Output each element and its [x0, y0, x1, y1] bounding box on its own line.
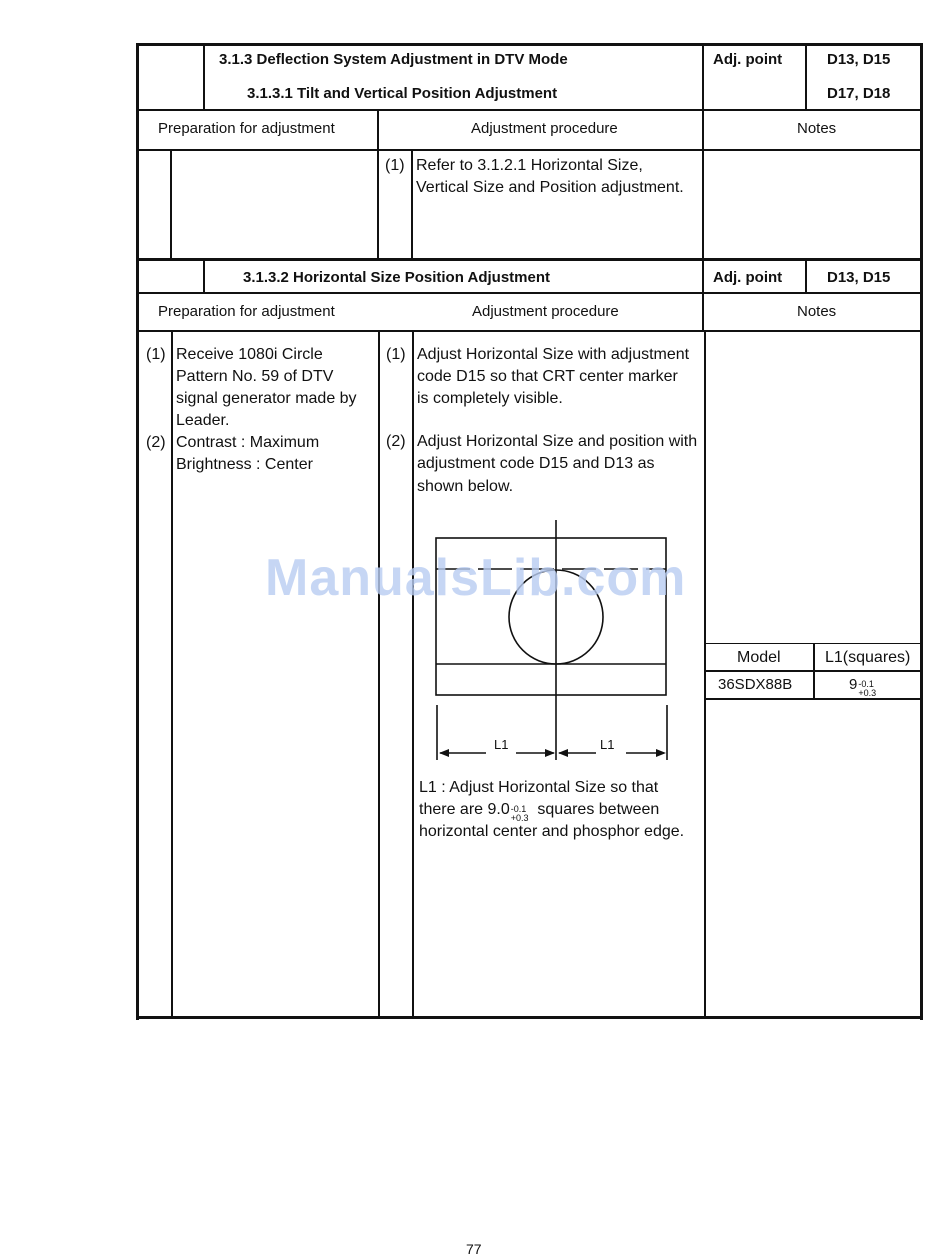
- frame-right: [920, 43, 923, 1020]
- adj-codes: D17, D18: [827, 85, 891, 102]
- arrow-head: [439, 749, 449, 757]
- dimension-label-left: L1: [494, 737, 509, 752]
- adj-codes: D13, D15: [827, 51, 891, 68]
- tolerance-bottom: +0.3: [510, 813, 529, 823]
- subsection-title: 3.1.3.1 Tilt and Vertical Position Adjustment: [247, 85, 558, 102]
- divider: [411, 150, 413, 260]
- section-title: 3.1.3 Deflection System Adjustment in DTV Mode: [219, 51, 568, 68]
- divider: [170, 150, 172, 260]
- step-number: (1): [385, 157, 405, 174]
- divider: [702, 260, 704, 293]
- divider: [377, 150, 379, 260]
- divider: [805, 260, 807, 293]
- step-text: is completely visible.: [417, 390, 563, 407]
- table-cell-l1: [849, 674, 876, 698]
- divider: [702, 150, 704, 260]
- divider: [136, 330, 923, 332]
- caption-text: L1 : Adjust Horizontal Size so that: [419, 779, 659, 796]
- tolerance-top: -0.1: [510, 804, 527, 814]
- caption-text: horizontal center and phosphor edge.: [419, 823, 685, 840]
- table-header-l1: L1(squares): [825, 649, 911, 666]
- tolerance-bottom: +0.3: [858, 688, 877, 698]
- divider: [805, 45, 807, 110]
- tolerance-top: -0.1: [858, 679, 874, 689]
- adj-point-label: Adj. point: [713, 269, 783, 286]
- divider: [171, 331, 173, 1017]
- divider: [377, 110, 379, 151]
- column-header-notes: Notes: [797, 303, 837, 320]
- arrow-head: [656, 749, 666, 757]
- dimension-label-right: L1: [600, 737, 615, 752]
- watermark: ManualsLib.com: [265, 549, 687, 607]
- step-text: adjustment code D15 and D13 as: [417, 455, 655, 472]
- step-text: Adjust Horizontal Size with adjustment: [417, 346, 690, 363]
- step-text: shown below.: [417, 478, 514, 495]
- caption-value: there are 9.0: [419, 801, 510, 818]
- column-header-prep: Preparation for adjustment: [158, 120, 335, 137]
- column-header-notes: Notes: [797, 120, 837, 137]
- subsection-title: 3.1.3.2 Horizontal Size Position Adjustment: [243, 269, 550, 286]
- table-cell-model: 36SDX88B: [718, 676, 793, 693]
- prep-text: Contrast : Maximum: [176, 434, 320, 451]
- adj-codes: D13, D15: [827, 269, 891, 286]
- arrow-head: [545, 749, 555, 757]
- divider: [702, 110, 704, 151]
- divider: [203, 45, 205, 110]
- column-header-procedure: Adjustment procedure: [472, 303, 619, 320]
- frame-left: [136, 43, 139, 1020]
- caption-text: [419, 799, 659, 823]
- tolerance: [858, 680, 876, 698]
- page-number: 77: [466, 1241, 482, 1257]
- prep-text: Leader.: [176, 412, 230, 429]
- table-header-model: Model: [737, 649, 781, 666]
- column-header-procedure: Adjustment procedure: [471, 120, 618, 137]
- prep-text: Receive 1080i Circle: [176, 346, 323, 363]
- divider: [704, 331, 706, 1017]
- step-text: Refer to 3.1.2.1 Horizontal Size,: [416, 157, 643, 174]
- divider: [412, 331, 414, 1017]
- caption-suffix: squares between: [537, 801, 660, 818]
- divider: [203, 260, 205, 293]
- divider: [702, 293, 704, 331]
- prep-text: Brightness : Center: [176, 456, 313, 473]
- step-text: Vertical Size and Position adjustment.: [416, 179, 684, 196]
- step-number: (1): [386, 346, 406, 363]
- divider: [813, 643, 815, 699]
- step-number: (2): [386, 433, 406, 450]
- frame-bottom: [136, 1016, 923, 1019]
- prep-text: Pattern No. 59 of DTV: [176, 368, 334, 385]
- step-text: Adjust Horizontal Size and position with: [417, 433, 698, 450]
- step-text-clip: [417, 431, 703, 453]
- divider: [702, 45, 704, 110]
- l1-value: 9: [849, 676, 858, 693]
- prep-number: (1): [146, 346, 166, 363]
- divider: [378, 331, 380, 1017]
- step-text: code D15 so that CRT center marker: [417, 368, 678, 385]
- column-header-prep: Preparation for adjustment: [158, 303, 335, 320]
- divider: [136, 109, 923, 111]
- divider: [136, 292, 923, 294]
- arrow-head: [558, 749, 568, 757]
- divider: [136, 149, 923, 151]
- prep-text: signal generator made by: [176, 390, 357, 407]
- adj-point-label: Adj. point: [713, 51, 783, 68]
- prep-number: (2): [146, 434, 166, 451]
